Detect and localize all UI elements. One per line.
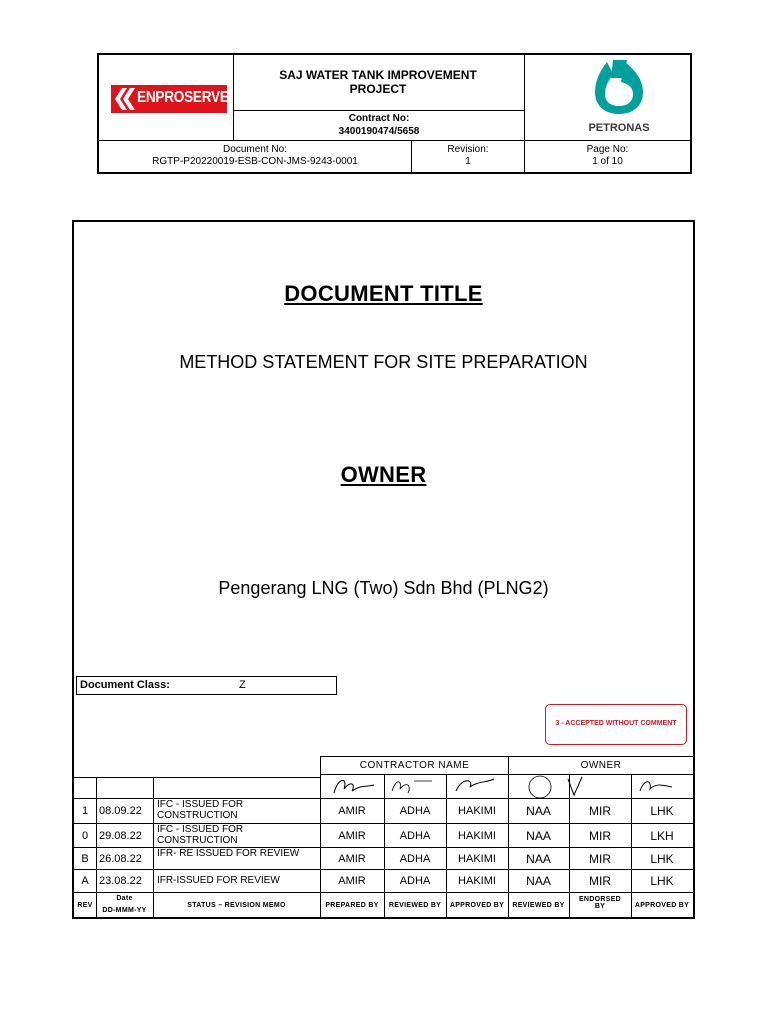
contract-label: Contract No:	[348, 113, 410, 124]
revision-value: 1	[465, 156, 471, 167]
revision-cell-owner-approved: LKH	[650, 829, 674, 843]
petronas-emblem-icon	[583, 58, 655, 118]
revision-cell-endorsed: MIR	[589, 874, 611, 888]
revision-cell-approved: HAKIMI	[458, 805, 496, 817]
revision-cell-date: 29.08.22	[99, 830, 142, 842]
contract-number: 3400190474/5658	[338, 126, 420, 137]
revision-cell-prepared: AMIR	[338, 805, 366, 817]
petronas-logo-text: PETRONAS	[588, 122, 650, 134]
owner-header: OWNER	[580, 760, 622, 771]
footer-prepared: PREPARED BY	[325, 902, 379, 909]
revision-cell-status: IFC - ISSUED FOR CONSTRUCTION	[157, 799, 244, 821]
revision-cell-reviewed: ADHA	[399, 875, 431, 887]
revision-cell-owner-reviewed: NAA	[526, 874, 551, 888]
footer-rev: REV	[77, 902, 93, 909]
revision-cell-reviewed: ADHA	[399, 805, 431, 817]
approval-status-text: 3 - ACCEPTED WITHOUT COMMENT	[555, 720, 677, 727]
revision-cell-status: IFC - ISSUED FOR CONSTRUCTION	[157, 824, 244, 846]
revision-cell-approved: HAKIMI	[458, 830, 496, 842]
footer-reviewed: REVIEWED BY	[388, 902, 442, 909]
revision-cell-date: 23.08.22	[99, 875, 142, 887]
document-title-heading: DOCUMENT TITLE	[284, 281, 483, 306]
footer-endorsed: ENDORSED BY	[578, 896, 622, 910]
document-subtitle: METHOD STATEMENT FOR SITE PREPARATION	[179, 352, 588, 372]
footer-date-line1: Date	[116, 895, 133, 902]
document-class-value: Z	[239, 679, 246, 691]
approval-status-stamp	[545, 704, 687, 745]
revision-cell-date: 26.08.22	[99, 853, 142, 865]
footer-owner-approved: APPROVED BY	[634, 902, 690, 909]
document-class-box	[76, 676, 337, 695]
petronas-logo	[583, 58, 655, 140]
revision-cell-rev: 0	[81, 830, 89, 842]
project-title: SAJ WATER TANK IMPROVEMENT PROJECT	[279, 68, 477, 96]
document-no-label: Document No:	[223, 144, 287, 155]
revision-cell-reviewed: ADHA	[399, 830, 431, 842]
revision-cell-approved: HAKIMI	[458, 853, 496, 865]
revision-cell-rev: 1	[81, 805, 89, 817]
revision-label: Revision:	[447, 144, 489, 155]
revision-cell-reviewed: ADHA	[399, 853, 431, 865]
revision-cell-prepared: AMIR	[338, 853, 366, 865]
revision-cell-endorsed: MIR	[589, 829, 611, 843]
revision-cell-owner-reviewed: NAA	[526, 804, 551, 818]
enproserve-logo	[111, 85, 227, 113]
owner-company-name: Pengerang LNG (Two) Sdn Bhd (PLNG2)	[218, 578, 549, 598]
revision-cell-rev: A	[81, 875, 89, 887]
revision-cell-approved: HAKIMI	[458, 875, 496, 887]
revision-cell-status: IFR- RE ISSUED FOR REVIEW	[157, 848, 300, 859]
revision-cell-owner-reviewed: NAA	[526, 852, 551, 866]
footer-status: STATUS – REVISION MEMO	[187, 902, 286, 909]
revision-cell-owner-reviewed: NAA	[526, 829, 551, 843]
revision-cell-owner-approved: LHK	[650, 804, 674, 818]
owner-heading: OWNER	[340, 462, 427, 487]
revision-cell-endorsed: MIR	[589, 804, 611, 818]
document-class-label: Document Class:	[80, 679, 170, 691]
revision-cell-owner-approved: LHK	[650, 852, 674, 866]
revision-cell-endorsed: MIR	[589, 852, 611, 866]
contractor-name-header: CONTRACTOR NAME	[359, 760, 470, 771]
footer-date-line2: DD-MMM-YY	[102, 907, 147, 914]
footer-owner-reviewed: REVIEWED BY	[512, 902, 565, 909]
footer-approved: APPROVED BY	[449, 902, 505, 909]
signatures-row	[322, 775, 692, 798]
revision-cell-owner-approved: LHK	[650, 874, 674, 888]
page-no-label: Page No:	[586, 144, 629, 155]
revision-cell-date: 08.09.22	[99, 805, 142, 817]
revision-cell-prepared: AMIR	[338, 830, 366, 842]
revision-cell-prepared: AMIR	[338, 875, 366, 887]
page-no-value: 1 of 10	[592, 156, 623, 167]
revision-cell-status: IFR-ISSUED FOR REVIEW	[157, 875, 280, 886]
document-no-value: RGTP-P20220019-ESB-CON-JMS-9243-0001	[152, 156, 358, 167]
enproserve-logo-text: ENPROSERVE	[137, 89, 229, 106]
revision-cell-rev: B	[81, 853, 89, 865]
